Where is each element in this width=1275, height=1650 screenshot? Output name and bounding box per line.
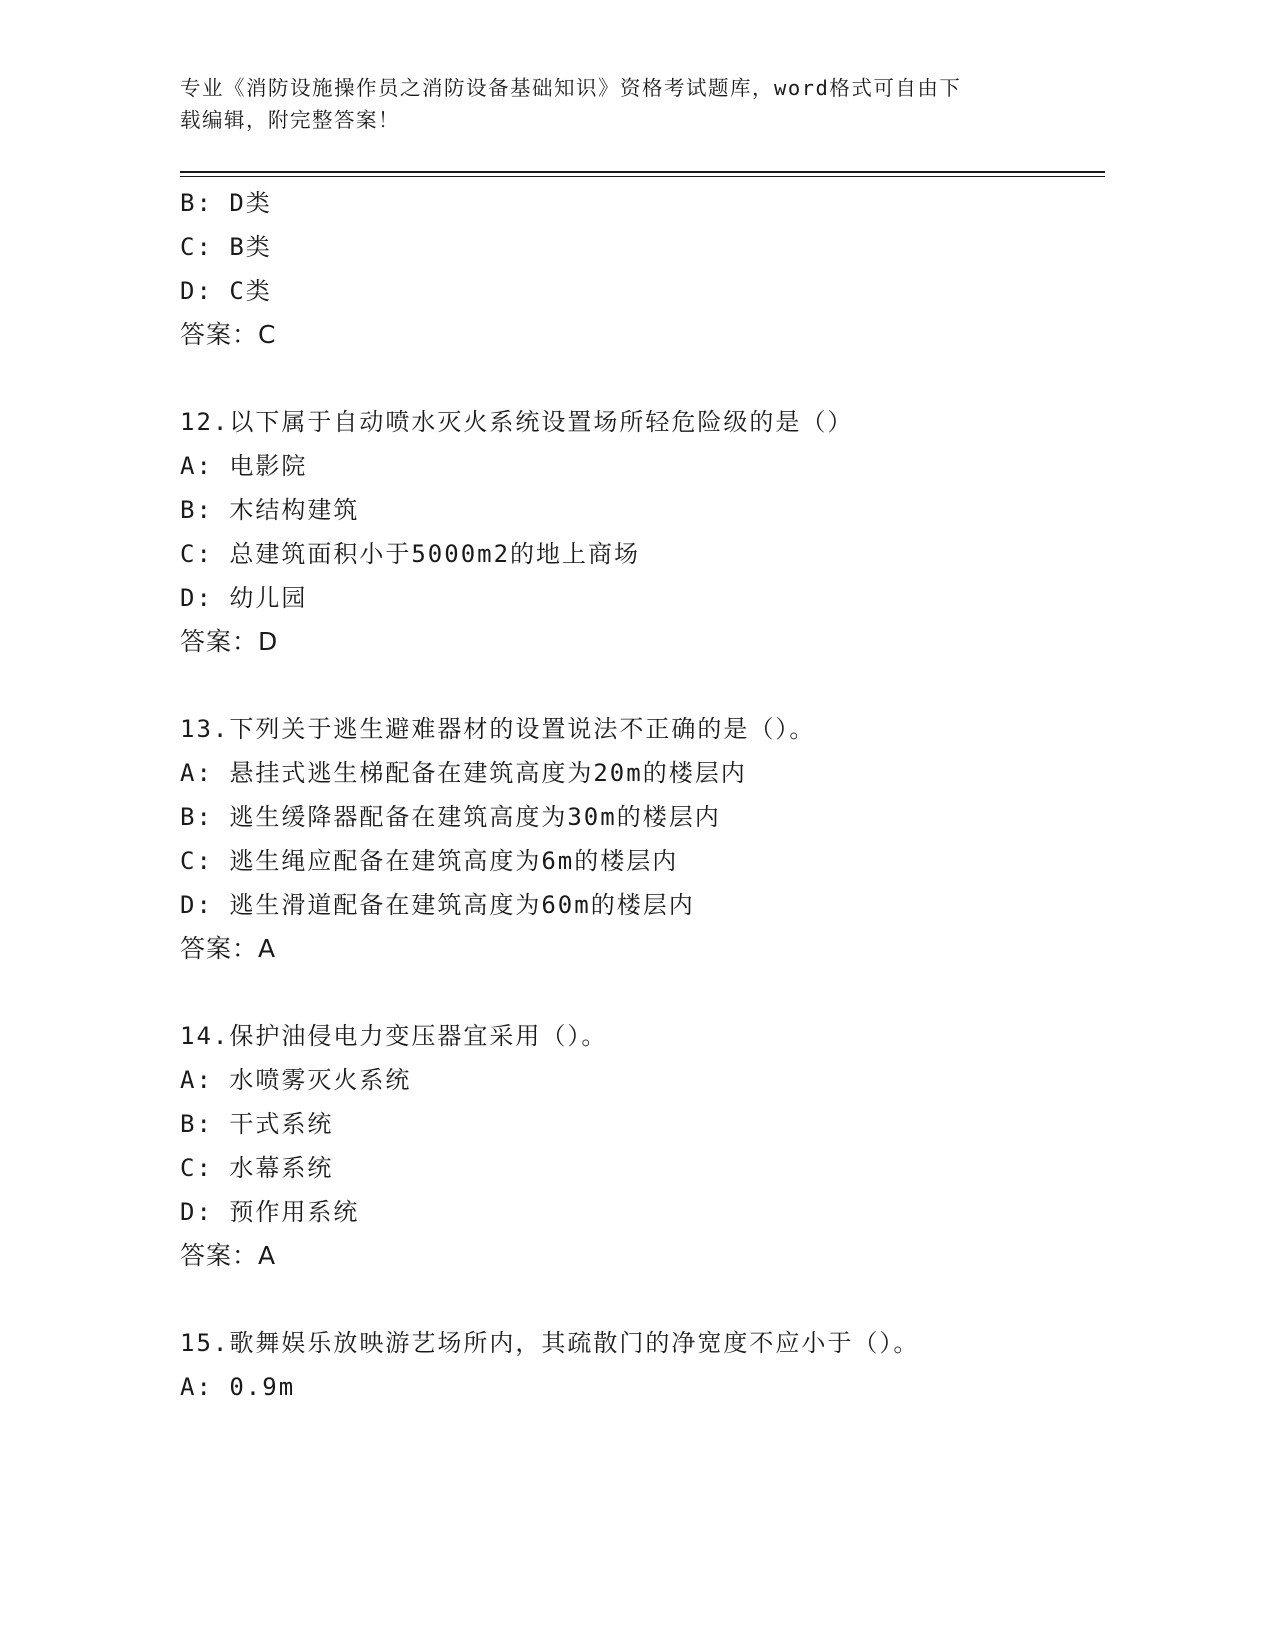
question-11-option-b: B: D类 <box>180 189 272 217</box>
question-15-stem: 15.歌舞娱乐放映游艺场所内，其疏散门的净宽度不应小于（）。 <box>180 1329 920 1357</box>
question-14-option-b: B: 干式系统 <box>180 1110 334 1138</box>
question-14-option-d: D: 预作用系统 <box>180 1198 360 1226</box>
question-14-option-a: A: 水喷雾灭火系统 <box>180 1066 412 1094</box>
header-divider-thick <box>180 171 1105 173</box>
question-13-option-c: C: 逃生绳应配备在建筑高度为6m的楼层内 <box>180 847 679 875</box>
question-15-option-a: A: 0.9m <box>180 1373 296 1401</box>
question-11-option-c: C: B类 <box>180 233 272 261</box>
question-12-option-c: C: 总建筑面积小于5000m2的地上商场 <box>180 540 641 568</box>
question-13-answer: 答案：A <box>180 934 277 963</box>
document-header <box>180 72 1060 136</box>
question-12-option-b: B: 木结构建筑 <box>180 496 360 524</box>
question-15 <box>180 1321 1105 1409</box>
question-12-stem: 12.以下属于自动喷水灭火系统设置场所轻危险级的是（） <box>180 408 854 436</box>
question-12-answer: 答案：D <box>180 627 279 656</box>
question-14 <box>180 1014 1105 1278</box>
question-13-option-a: A: 悬挂式逃生梯配备在建筑高度为20m的楼层内 <box>180 759 747 787</box>
question-14-option-c: C: 水幕系统 <box>180 1154 334 1182</box>
question-13 <box>180 707 1105 971</box>
question-11-tail <box>180 181 1105 357</box>
question-11-option-d: D: C类 <box>180 277 272 305</box>
question-13-option-d: D: 逃生滑道配备在建筑高度为60m的楼层内 <box>180 891 695 919</box>
question-14-stem: 14.保护油侵电力变压器宜采用（）。 <box>180 1022 608 1050</box>
question-12-option-a: A: 电影院 <box>180 452 308 480</box>
header-line-2: 载编辑，附完整答案！ <box>180 108 400 132</box>
question-14-answer: 答案：A <box>180 1241 277 1270</box>
question-11-answer: 答案：C <box>180 320 277 349</box>
question-12 <box>180 400 1105 664</box>
question-13-stem: 13.下列关于逃生避难器材的设置说法不正确的是（）。 <box>180 715 816 743</box>
question-12-option-d: D: 幼儿园 <box>180 584 308 612</box>
header-divider-thin <box>180 176 1105 177</box>
header-line-1: 专业《消防设施操作员之消防设备基础知识》资格考试题库，word格式可自由下 <box>180 76 962 100</box>
question-13-option-b: B: 逃生缓降器配备在建筑高度为30m的楼层内 <box>180 803 721 831</box>
question-content <box>180 181 1105 1409</box>
